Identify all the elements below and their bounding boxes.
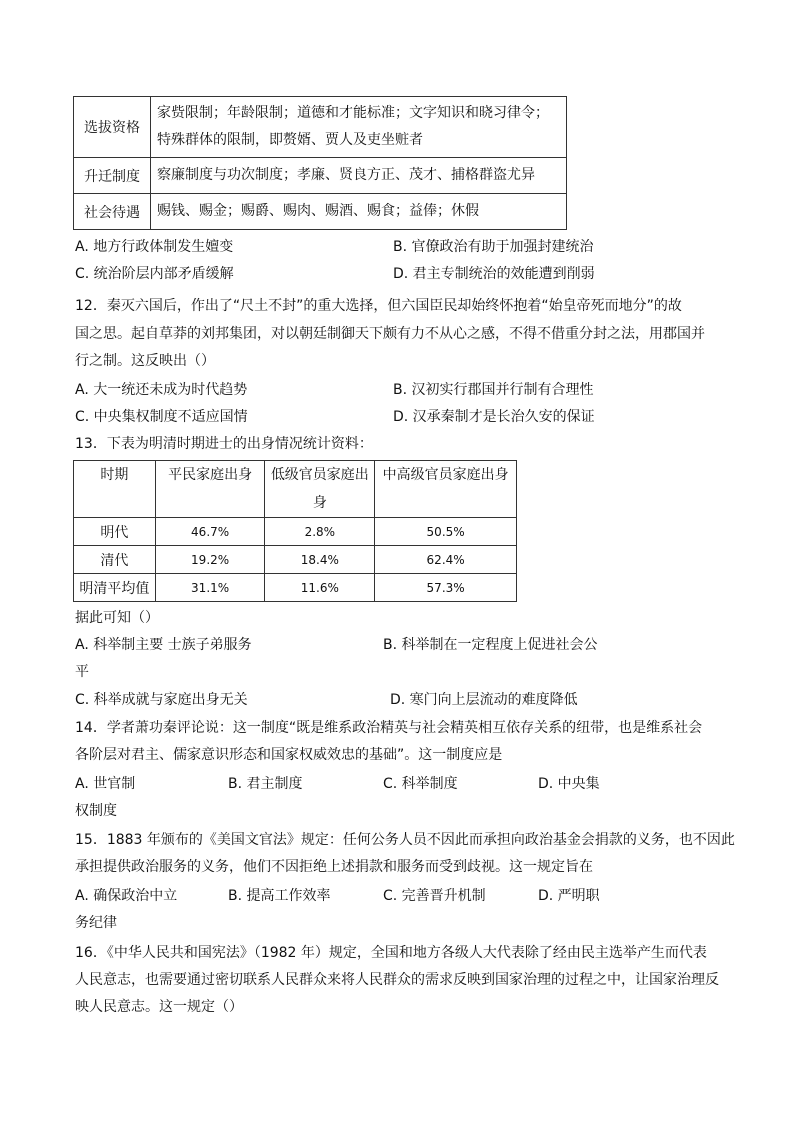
table-row xyxy=(74,97,567,158)
q12-stem-line1: 12．秦灭六国后，作出了“尺土不封”的重大选择，但六国臣民却始终怀抱着“始皇帝死而地分”的故 xyxy=(75,298,682,314)
qualification-table xyxy=(73,96,567,230)
period-cell: 清代 xyxy=(74,546,156,574)
q12-stem-line2: 国之思。起自草莽的刘邦集团，对以朝廷制御天下颇有力不从心之感，不得不借重分封之法，用郡国并 xyxy=(75,326,705,342)
value-cell: 2.8% xyxy=(265,518,375,546)
q12-stem-line3: 行之制。这反映出（） xyxy=(75,353,215,369)
q16-stem-line2: 人民意志，也需要通过密切联系人民群众来将人民群众的需求反映到国家治理的过程之中，让国家治理反 xyxy=(75,972,719,988)
table-row xyxy=(74,158,567,194)
q12-option-b: B. 汉初实行郡国并行制有合理性 xyxy=(393,382,594,398)
table-row xyxy=(74,518,517,546)
q14-stem-line2: 各阶层对君主、儒家意识形态和国家权威效忠的基础”。这一制度应是 xyxy=(75,747,503,763)
q13-option-d: D. 寒门向上层流动的难度降低 xyxy=(390,692,578,708)
q13-option-b-continued: 平 xyxy=(75,664,89,680)
q12-option-c: C. 中央集权制度不适应国情 xyxy=(75,409,248,425)
column-header-low-official xyxy=(265,461,375,518)
q15-option-d: D. 严明职 xyxy=(538,888,600,904)
q15-option-d-continued: 务纪律 xyxy=(75,915,117,931)
value-cell: 31.1% xyxy=(155,574,265,602)
q14-stem-line1: 14．学者萧功秦评论说：这一制度“既是维系政治精英与社会精英相互依存关系的纽带，也是维系社会 xyxy=(75,720,703,736)
value-cell: 62.4% xyxy=(375,546,517,574)
q13-option-c: C. 科举成就与家庭出身无关 xyxy=(75,692,248,708)
q12-option-d: D. 汉承秦制才是长治久安的保证 xyxy=(393,409,595,425)
value-cell: 57.3% xyxy=(375,574,517,602)
q12-option-a: A. 大一统还未成为时代趋势 xyxy=(75,382,248,398)
q15-option-c: C. 完善晋升机制 xyxy=(383,888,486,904)
q14-option-d-continued: 权制度 xyxy=(75,803,117,819)
q11-option-b: B. 官僚政治有助于加强封建统治 xyxy=(393,239,594,255)
period-cell: 明清平均值 xyxy=(74,574,156,602)
q11-option-a: A. 地方行政体制发生嬗变 xyxy=(75,239,234,255)
q16-stem-line1: 16．《中华人民共和国宪法》（1982 年）规定，全国和地方各级人大代表除了经由民主选举产生而代表 xyxy=(75,945,707,961)
table-header-row xyxy=(74,461,517,518)
q14-option-b: B. 君主制度 xyxy=(228,776,303,792)
q15-stem-line1: 15．1883 年颁布的《美国文官法》规定：任何公务人员不因此而承担向政治基金会捐款的义务，也不因此 xyxy=(75,832,735,848)
q11-option-d: D. 君主专制统治的效能遭到削弱 xyxy=(393,266,595,282)
table-row-header: 社会待遇 xyxy=(74,194,151,230)
table-row xyxy=(74,194,567,230)
q14-option-c: C. 科举制度 xyxy=(383,776,458,792)
q13-after: 据此可知（） xyxy=(75,610,159,626)
q15-option-b: B. 提高工作效率 xyxy=(228,888,331,904)
q15-stem-line2: 承担提供政治服务的义务，他们不因拒绝上述捐款和服务而受到歧视。这一规定旨在 xyxy=(75,859,593,875)
table-row xyxy=(74,546,517,574)
q16-stem-line3: 映人民意志。这一规定（） xyxy=(75,999,243,1015)
q11-option-c: C. 统治阶层内部矛盾缓解 xyxy=(75,266,234,282)
table-row xyxy=(74,574,517,602)
table-cell: 察廉制度与功次制度；孝廉、贤良方正、茂才、捕格群盗尤异 xyxy=(151,158,567,194)
column-header-mid-high-official: 中高级官员家庭出身 xyxy=(375,461,517,518)
table-cell: 赐钱、赐金；赐爵、赐肉、赐酒、赐食；益俸；休假 xyxy=(151,194,567,230)
q14-option-a: A. 世官制 xyxy=(75,776,136,792)
q15-option-a: A. 确保政治中立 xyxy=(75,888,178,904)
table-cell: 家赀限制；年龄限制；道德和才能标准；文字知识和晓习律令；特殊群体的限制，即赘婿、贾人及吏坐赃者 xyxy=(151,97,567,158)
value-cell: 18.4% xyxy=(265,546,375,574)
value-cell: 19.2% xyxy=(155,546,265,574)
period-cell: 明代 xyxy=(74,518,156,546)
header-line: 身 xyxy=(312,495,327,511)
header-line: 低级官员家庭出 xyxy=(270,467,369,483)
q13-option-b: B. 科举制在一定程度上促进社会公 xyxy=(383,637,598,653)
value-cell: 11.6% xyxy=(265,574,375,602)
q14-option-d: D. 中央集 xyxy=(538,776,600,792)
q13-option-a: A. 科举制主要 士族子弟服务 xyxy=(75,637,252,653)
column-header-commoner: 平民家庭出身 xyxy=(155,461,265,518)
column-header-period: 时期 xyxy=(74,461,156,518)
jinshi-origin-table xyxy=(73,460,517,602)
table-row-header: 选拔资格 xyxy=(74,97,151,158)
value-cell: 50.5% xyxy=(375,518,517,546)
value-cell: 46.7% xyxy=(155,518,265,546)
q13-stem: 13．下表为明清时期进士的出身情况统计资料： xyxy=(75,436,373,452)
table-row-header: 升迁制度 xyxy=(74,158,151,194)
